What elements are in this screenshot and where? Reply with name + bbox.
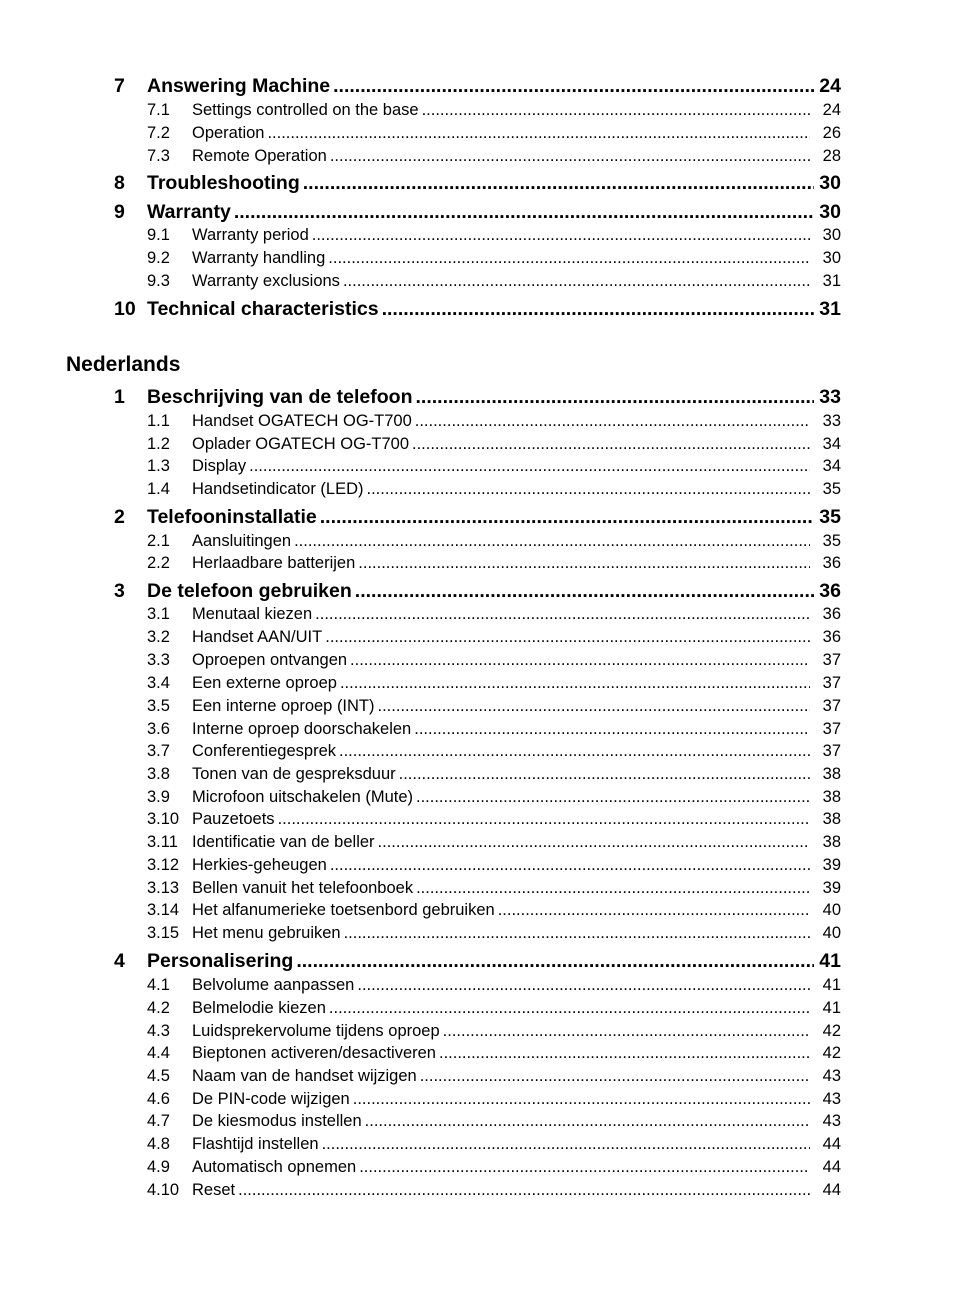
toc-entry-page-number: 40: [822, 924, 841, 942]
toc-entry-number: 3.3: [147, 651, 170, 669]
toc-subsection-entry[interactable]: [147, 1179, 841, 1201]
toc-entry-number: 4.8: [147, 1135, 170, 1153]
dot-leader: [234, 199, 814, 225]
toc-entry-page-number: 40: [822, 901, 841, 919]
dot-leader: [303, 170, 814, 196]
toc-entry-page-number: 44: [822, 1135, 841, 1153]
toc-entry-number: 9.1: [147, 226, 170, 244]
toc-entry-title: Naam van de handset wijzigen: [192, 1067, 417, 1085]
toc-entry-title: Handset OGATECH OG-T700: [192, 412, 412, 430]
toc-entry-number: 8: [114, 172, 125, 194]
dot-leader: [296, 948, 814, 974]
toc-entry-number: 9.2: [147, 249, 170, 267]
toc-entry-title: Belvolume aanpassen: [192, 976, 355, 994]
toc-subsection-entry[interactable]: [147, 99, 841, 121]
dot-leader: [340, 672, 810, 694]
toc-entry-page-number: 34: [822, 435, 841, 453]
toc-entry-number: 3.12: [147, 856, 180, 874]
toc-entry-title: Warranty exclusions: [192, 272, 340, 290]
toc-subsection-entry[interactable]: [147, 1088, 841, 1110]
toc-entry-page-number: 37: [822, 651, 841, 669]
toc-entry-title: Aansluitingen: [192, 532, 292, 550]
toc-subsection-entry[interactable]: [147, 763, 841, 785]
toc-entry-number: 4.5: [147, 1067, 170, 1085]
dot-leader: [329, 997, 810, 1019]
toc-entry-number: 3.7: [147, 742, 170, 760]
toc-entry-number: 7.1: [147, 101, 170, 119]
toc-entry-page-number: 30: [819, 201, 841, 223]
toc-chapter-entry[interactable]: [114, 504, 841, 530]
toc-entry-number: 7.2: [147, 124, 170, 142]
toc-entry-number: 1.1: [147, 412, 170, 430]
dot-leader: [367, 478, 811, 500]
toc-entry-title: De telefoon gebruiken: [147, 580, 352, 602]
toc-entry-number: 4.6: [147, 1090, 170, 1108]
toc-entry-number: 4.3: [147, 1022, 170, 1040]
toc-entry-page-number: 35: [822, 480, 841, 498]
toc-subsection-entry[interactable]: [147, 247, 841, 269]
toc-subsection-entry[interactable]: [147, 899, 841, 921]
dot-leader: [378, 831, 810, 853]
toc-subsection-entry[interactable]: [147, 997, 841, 1019]
toc-entry-title: Warranty period: [192, 226, 309, 244]
toc-subsection-entry[interactable]: [147, 854, 841, 876]
dot-leader: [325, 626, 810, 648]
toc-entry-number: 3.9: [147, 788, 170, 806]
toc-entry-title: Oplader OGATECH OG-T700: [192, 435, 410, 453]
toc-entry-number: 3.11: [147, 833, 178, 851]
toc-entry-page-number: 33: [819, 386, 841, 408]
toc-entry-number: 4.2: [147, 999, 170, 1017]
dot-leader: [333, 73, 814, 99]
toc-subsection-entry[interactable]: [147, 695, 841, 717]
dot-leader: [412, 433, 810, 455]
toc-entry-page-number: 44: [822, 1181, 841, 1199]
toc-entry-number: 3.6: [147, 720, 170, 738]
dot-leader: [339, 740, 810, 762]
toc-subsection-entry[interactable]: [147, 433, 841, 455]
toc-entry-title: Bieptonen activeren/desactiveren: [192, 1044, 436, 1062]
toc-entry-title: Warranty: [147, 201, 231, 223]
toc-entry-page-number: 35: [819, 506, 841, 528]
dot-leader: [359, 1156, 810, 1178]
toc-entry-page-number: 24: [819, 75, 841, 97]
toc-entry-number: 2: [114, 506, 125, 528]
toc-subsection-entry[interactable]: [147, 1042, 841, 1064]
toc-entry-number: 3.4: [147, 674, 170, 692]
toc-entry-number: 3.8: [147, 765, 170, 783]
toc-entry-number: 7: [114, 75, 125, 97]
toc-subsection-entry[interactable]: [147, 974, 841, 996]
toc-entry-number: 1: [114, 386, 125, 408]
toc-subsection-entry[interactable]: [147, 455, 841, 477]
toc-subsection-entry[interactable]: [147, 122, 841, 144]
toc-subsection-entry[interactable]: [147, 786, 841, 808]
dot-leader: [365, 1110, 810, 1132]
toc-subsection-entry[interactable]: [147, 877, 841, 899]
dot-leader: [320, 504, 814, 530]
toc-entry-page-number: 31: [819, 298, 841, 320]
toc-entry-title: Technical characteristics: [147, 298, 379, 320]
toc-chapter-entry[interactable]: [114, 384, 841, 410]
toc-subsection-entry[interactable]: [147, 808, 841, 830]
section-heading: Nederlands: [66, 353, 181, 376]
dot-leader: [378, 695, 810, 717]
toc-subsection-entry[interactable]: [147, 831, 841, 853]
toc-entry-page-number: 30: [822, 249, 841, 267]
toc-subsection-entry[interactable]: [147, 1110, 841, 1132]
dot-leader: [294, 530, 810, 552]
dot-leader: [422, 99, 810, 121]
toc-entry-page-number: 43: [822, 1112, 841, 1130]
dot-leader: [328, 247, 810, 269]
toc-subsection-entry[interactable]: [147, 740, 841, 762]
dot-leader: [330, 145, 810, 167]
toc-entry-title: Remote Operation: [192, 147, 327, 165]
toc-entry-number: 3: [114, 580, 125, 602]
dot-leader: [355, 578, 814, 604]
toc-chapter-entry[interactable]: [114, 948, 841, 974]
toc-entry-title: Answering Machine: [147, 75, 331, 97]
toc-entry-page-number: 37: [822, 720, 841, 738]
toc-chapter-entry[interactable]: [114, 199, 841, 225]
toc-subsection-entry[interactable]: [147, 145, 841, 167]
toc-entry-title: Het menu gebruiken: [192, 924, 341, 942]
toc-chapter-entry[interactable]: [114, 170, 841, 196]
dot-leader: [312, 224, 810, 246]
toc-entry-page-number: 38: [822, 788, 841, 806]
toc-entry-number: 4.10: [147, 1181, 180, 1199]
toc-entry-page-number: 35: [822, 532, 841, 550]
toc-chapter-entry[interactable]: [114, 296, 841, 322]
toc-entry-number: 3.2: [147, 628, 170, 646]
toc-entry-page-number: 37: [822, 674, 841, 692]
toc-entry-page-number: 41: [822, 976, 841, 994]
toc-entry-title: Het alfanumerieke toetsenbord gebruiken: [192, 901, 495, 919]
dot-leader: [278, 808, 810, 830]
toc-entry-title: Tonen van de gespreksduur: [192, 765, 396, 783]
toc-subsection-entry[interactable]: [147, 922, 841, 944]
dot-leader: [415, 384, 814, 410]
toc-subsection-entry[interactable]: [147, 603, 841, 625]
toc-entry-title: De kiesmodus instellen: [192, 1112, 362, 1130]
dot-leader: [322, 1133, 810, 1155]
toc-entry-number: 1.3: [147, 457, 170, 475]
toc-entry-page-number: 36: [819, 580, 841, 602]
toc-entry-title: Personalisering: [147, 950, 294, 972]
dot-leader: [357, 974, 810, 996]
toc-entry-page-number: 38: [822, 810, 841, 828]
toc-entry-page-number: 44: [822, 1158, 841, 1176]
toc-chapter-entry[interactable]: [114, 578, 841, 604]
toc-subsection-entry[interactable]: [147, 649, 841, 671]
dot-leader: [343, 270, 810, 292]
toc-entry-page-number: 41: [819, 950, 841, 972]
toc-subsection-entry[interactable]: [147, 1133, 841, 1155]
dot-leader: [350, 649, 810, 671]
toc-entry-title: Een interne oproep (INT): [192, 697, 375, 715]
toc-entry-page-number: 26: [822, 124, 841, 142]
dot-leader: [344, 922, 810, 944]
toc-entry-page-number: 33: [822, 412, 841, 430]
toc-entry-number: 7.3: [147, 147, 170, 165]
toc-entry-page-number: 42: [822, 1044, 841, 1062]
toc-entry-page-number: 39: [822, 879, 841, 897]
dot-leader: [420, 1065, 810, 1087]
dot-leader: [498, 899, 810, 921]
dot-leader: [315, 603, 810, 625]
toc-entry-page-number: 36: [822, 628, 841, 646]
toc-entry-page-number: 38: [822, 765, 841, 783]
toc-entry-title: Herlaadbare batterijen: [192, 554, 356, 572]
toc-entry-title: Telefooninstallatie: [147, 506, 317, 528]
toc-subsection-entry[interactable]: [147, 672, 841, 694]
toc-entry-title: Flashtijd instellen: [192, 1135, 319, 1153]
toc-entry-number: 4.4: [147, 1044, 170, 1062]
toc-entry-title: Belmelodie kiezen: [192, 999, 326, 1017]
toc-entry-number: 9.3: [147, 272, 170, 290]
toc-entry-title: Handset AAN/UIT: [192, 628, 323, 646]
dot-leader: [443, 1020, 810, 1042]
toc-entry-number: 3.15: [147, 924, 180, 942]
toc-entry-number: 1.2: [147, 435, 170, 453]
toc-entry-title: De PIN-code wijzigen: [192, 1090, 350, 1108]
toc-entry-title: Pauzetoets: [192, 810, 275, 828]
toc-subsection-entry[interactable]: [147, 224, 841, 246]
toc-entry-title: Menutaal kiezen: [192, 605, 313, 623]
dot-leader: [267, 122, 810, 144]
toc-entry-page-number: 41: [822, 999, 841, 1017]
toc-entry-title: Een externe oproep: [192, 674, 337, 692]
dot-leader: [249, 455, 810, 477]
toc-entry-page-number: 42: [822, 1022, 841, 1040]
dot-leader: [358, 552, 810, 574]
dot-leader: [353, 1088, 810, 1110]
toc-entry-page-number: 36: [822, 554, 841, 572]
toc-entry-number: 1.4: [147, 480, 170, 498]
dot-leader: [238, 1179, 810, 1201]
toc-entry-number: 3.14: [147, 901, 180, 919]
toc-entry-number: 10: [114, 298, 136, 320]
toc-entry-title: Conferentiegesprek: [192, 742, 337, 760]
toc-entry-number: 9: [114, 201, 125, 223]
toc-entry-page-number: 24: [822, 101, 841, 119]
toc-entry-title: Luidsprekervolume tijdens oproep: [192, 1022, 440, 1040]
toc-entry-number: 3.5: [147, 697, 170, 715]
toc-subsection-entry[interactable]: [147, 552, 841, 574]
toc-entry-number: 4.1: [147, 976, 170, 994]
dot-leader: [382, 296, 814, 322]
toc-entry-title: Troubleshooting: [147, 172, 300, 194]
toc-subsection-entry[interactable]: [147, 626, 841, 648]
toc-entry-page-number: 38: [822, 833, 841, 851]
toc-entry-title: Bellen vanuit het telefoonboek: [192, 879, 414, 897]
toc-entry-title: Herkies-geheugen: [192, 856, 327, 874]
toc-subsection-entry[interactable]: [147, 270, 841, 292]
toc-entry-page-number: 31: [822, 272, 841, 290]
toc-entry-title: Settings controlled on the base: [192, 101, 419, 119]
toc-entry-number: 3.10: [147, 810, 180, 828]
toc-entry-page-number: 39: [822, 856, 841, 874]
toc-entry-page-number: 34: [822, 457, 841, 475]
toc-entry-page-number: 30: [822, 226, 841, 244]
toc-entry-page-number: 43: [822, 1090, 841, 1108]
toc-entry-page-number: 28: [822, 147, 841, 165]
toc-entry-title: Beschrijving van de telefoon: [147, 386, 413, 408]
dot-leader: [439, 1042, 810, 1064]
toc-entry-number: 2.2: [147, 554, 170, 572]
toc-entry-title: Reset: [192, 1181, 236, 1199]
toc-entry-title: Operation: [192, 124, 265, 142]
dot-leader: [414, 718, 810, 740]
toc-entry-title: Automatisch opnemen: [192, 1158, 357, 1176]
toc-subsection-entry[interactable]: [147, 1156, 841, 1178]
toc-entry-title: Handsetindicator (LED): [192, 480, 364, 498]
toc-chapter-entry[interactable]: [114, 73, 841, 99]
dot-leader: [415, 410, 810, 432]
toc-entry-title: Microfoon uitschakelen (Mute): [192, 788, 414, 806]
toc-entry-title: Display: [192, 457, 247, 475]
toc-entry-number: 3.1: [147, 605, 170, 623]
toc-subsection-entry[interactable]: [147, 478, 841, 500]
toc-entry-page-number: 43: [822, 1067, 841, 1085]
toc-entry-title: Oproepen ontvangen: [192, 651, 348, 669]
dot-leader: [416, 877, 810, 899]
toc-entry-title: Interne oproep doorschakelen: [192, 720, 412, 738]
toc-entry-number: 3.13: [147, 879, 180, 897]
toc-entry-title: Identificatie van de beller: [192, 833, 375, 851]
dot-leader: [399, 763, 810, 785]
toc-entry-number: 2.1: [147, 532, 170, 550]
toc-entry-page-number: 36: [822, 605, 841, 623]
toc-subsection-entry[interactable]: [147, 1020, 841, 1042]
toc-subsection-entry[interactable]: [147, 718, 841, 740]
toc-entry-number: 4.9: [147, 1158, 170, 1176]
toc-subsection-entry[interactable]: [147, 410, 841, 432]
toc-subsection-entry[interactable]: [147, 530, 841, 552]
toc-entry-number: 4: [114, 950, 125, 972]
toc-entry-page-number: 37: [822, 742, 841, 760]
toc-entry-title: Warranty handling: [192, 249, 326, 267]
dot-leader: [330, 854, 810, 876]
toc-entry-number: 4.7: [147, 1112, 170, 1130]
toc-subsection-entry[interactable]: [147, 1065, 841, 1087]
dot-leader: [416, 786, 810, 808]
toc-entry-page-number: 30: [819, 172, 841, 194]
toc-entry-page-number: 37: [822, 697, 841, 715]
